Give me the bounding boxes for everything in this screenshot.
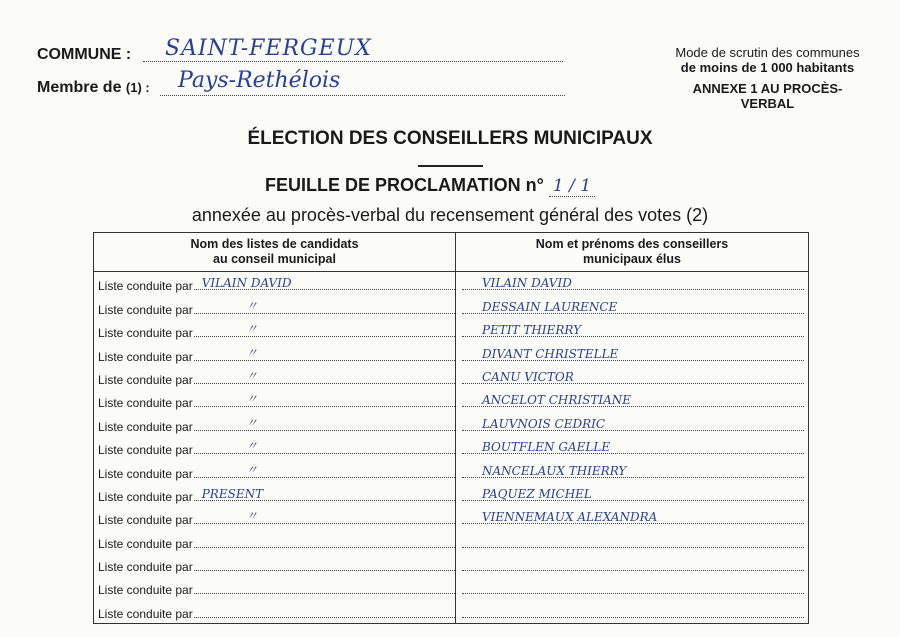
table-row <box>94 506 809 529</box>
elected-cell <box>456 459 809 482</box>
membre-value: Pays-Rethélois <box>178 68 341 93</box>
row-label: Liste conduite par <box>98 419 193 434</box>
table-row <box>94 319 809 342</box>
elected-name: LAUVNOIS CEDRIC <box>482 416 606 431</box>
elected-cell <box>456 599 809 623</box>
row-label: Liste conduite par <box>98 326 193 341</box>
elected-field <box>462 510 804 525</box>
elected-field <box>462 393 804 408</box>
list-leader-field <box>194 368 455 384</box>
list-cell <box>94 366 456 389</box>
commune-value: SAINT-FERGEUX <box>165 36 372 61</box>
list-leader-value: PRESENT <box>201 486 264 501</box>
list-leader-field <box>194 547 455 548</box>
row-label: Liste conduite par <box>98 396 193 411</box>
list-cell <box>94 599 456 623</box>
col-elected-header-line1: Nom et prénoms des conseillers <box>535 237 729 251</box>
list-leader-field <box>194 570 455 571</box>
membre-line <box>160 95 565 96</box>
table-row <box>94 436 809 459</box>
list-cell <box>94 483 456 506</box>
elected-cell <box>456 412 809 435</box>
list-cell <box>94 412 456 435</box>
table-row <box>94 389 809 412</box>
list-leader-field <box>194 392 455 407</box>
row-label: Liste conduite par <box>98 583 193 598</box>
table-row <box>94 576 809 599</box>
row-label: Liste conduite par <box>98 466 193 481</box>
elected-cell <box>456 483 809 506</box>
table-row <box>94 483 809 506</box>
elected-field <box>462 617 804 618</box>
col-lists-header <box>94 233 456 272</box>
list-cell <box>94 272 456 296</box>
list-leader-field <box>194 322 455 337</box>
col-elected-header-line2: municipaux élus <box>583 252 681 266</box>
list-leader-field <box>194 617 455 618</box>
elected-field <box>462 570 804 571</box>
col-elected-header <box>456 233 809 272</box>
table-row <box>94 529 809 552</box>
list-cell <box>94 576 456 599</box>
table-row <box>94 272 809 296</box>
table-row <box>94 342 809 365</box>
col-lists-header-line2: au conseil municipal <box>213 252 336 266</box>
commune-line <box>143 61 563 62</box>
list-leader-field <box>194 462 455 478</box>
commune-label: COMMUNE : <box>37 46 132 63</box>
annex-line1: ANNEXE 1 AU PROCÈS- <box>692 81 843 96</box>
elected-cell <box>456 319 809 342</box>
list-leader-value: 〃 <box>245 368 258 383</box>
elected-cell <box>456 576 809 599</box>
elected-cell <box>456 366 809 389</box>
row-label: Liste conduite par <box>98 536 193 551</box>
list-cell <box>94 342 456 365</box>
elected-name: CANU VICTOR <box>482 369 574 384</box>
elected-name: ANCELOT CHRISTIANE <box>482 393 632 408</box>
list-cell <box>94 459 456 482</box>
list-leader-field <box>194 509 455 524</box>
list-leader-value: VILAIN DAVID <box>201 276 292 291</box>
elected-cell <box>456 436 809 459</box>
elected-field <box>462 547 804 548</box>
list-leader-field <box>194 486 455 501</box>
list-leader-field <box>194 298 455 314</box>
elected-field <box>462 299 804 314</box>
row-label: Liste conduite par <box>98 302 193 317</box>
list-leader-field <box>194 439 455 454</box>
elected-cell <box>456 529 809 552</box>
scrutin-block <box>660 45 875 111</box>
list-leader-field <box>194 593 455 594</box>
list-cell <box>94 319 456 342</box>
proclamation-line <box>265 175 595 196</box>
elected-cell <box>456 506 809 529</box>
table-row <box>94 366 809 389</box>
elected-name: VILAIN DAVID <box>482 276 572 291</box>
list-cell <box>94 529 456 552</box>
list-leader-value: 〃 <box>245 439 258 454</box>
elected-field <box>462 486 804 501</box>
elected-field <box>462 440 804 455</box>
list-leader-value: 〃 <box>245 345 258 360</box>
row-label: Liste conduite par <box>98 349 193 364</box>
list-leader-field <box>194 415 455 431</box>
elected-name: DIVANT CHRISTELLE <box>482 346 619 361</box>
list-cell <box>94 295 456 318</box>
list-cell <box>94 389 456 412</box>
scrutin-line1: Mode de scrutin des communes <box>675 45 860 60</box>
elected-cell <box>456 272 809 296</box>
elected-field <box>462 323 804 338</box>
elected-name: BOUTFLEN GAELLE <box>482 440 611 455</box>
list-leader-field <box>194 276 455 291</box>
membre-note: (1) : <box>125 80 150 95</box>
proclamation-table <box>93 232 809 624</box>
row-label: Liste conduite par <box>98 606 193 621</box>
elected-cell <box>456 389 809 412</box>
list-leader-value: 〃 <box>245 415 258 430</box>
row-label: Liste conduite par <box>98 489 193 504</box>
row-label: Liste conduite par <box>98 372 193 387</box>
annex-line2: VERBAL <box>740 96 795 111</box>
elected-cell <box>456 295 809 318</box>
table-row <box>94 599 809 623</box>
elected-name: VIENNEMAUX ALEXANDRA <box>482 510 658 525</box>
elected-field <box>462 463 804 478</box>
list-leader-value: 〃 <box>245 462 258 477</box>
list-leader-value: 〃 <box>245 392 258 407</box>
row-label: Liste conduite par <box>98 443 193 458</box>
elected-name: DESSAIN LAURENCE <box>482 299 618 314</box>
elected-field <box>462 369 804 384</box>
row-label: Liste conduite par <box>98 560 193 575</box>
page-title: ÉLECTION DES CONSEILLERS MUNICIPAUX <box>247 128 653 149</box>
table-row <box>94 459 809 482</box>
elected-name: NANCELAUX THIERRY <box>482 463 627 478</box>
scrutin-line2: de moins de 1 000 habitants <box>680 60 855 75</box>
row-label: Liste conduite par <box>98 513 193 528</box>
list-leader-value: 〃 <box>245 322 258 337</box>
table-row <box>94 412 809 435</box>
title-rule <box>418 165 483 167</box>
list-leader-value: 〃 <box>245 509 258 524</box>
col-lists-header-line1: Nom des listes de candidats <box>190 237 359 251</box>
sheet-number: 1 / 1 <box>549 176 595 197</box>
list-cell <box>94 436 456 459</box>
membre-label-group <box>37 79 150 97</box>
elected-field <box>462 346 804 361</box>
proclamation-label: FEUILLE DE PROCLAMATION n° <box>265 175 544 195</box>
elected-cell <box>456 342 809 365</box>
elected-name: PETIT THIERRY <box>482 323 581 338</box>
row-label: Liste conduite par <box>98 279 193 294</box>
list-leader-value: 〃 <box>245 298 258 313</box>
list-cell <box>94 506 456 529</box>
elected-name: PAQUEZ MICHEL <box>482 486 592 501</box>
annex-text: annexée au procès-verbal du recensement général des votes (2) <box>191 205 709 225</box>
list-cell <box>94 553 456 576</box>
elected-field <box>462 416 804 431</box>
list-leader-field <box>194 345 455 361</box>
table-row <box>94 295 809 318</box>
elected-cell <box>456 553 809 576</box>
elected-field <box>462 593 804 594</box>
table-row <box>94 553 809 576</box>
elected-field <box>462 276 804 291</box>
membre-label: Membre de <box>37 79 122 96</box>
